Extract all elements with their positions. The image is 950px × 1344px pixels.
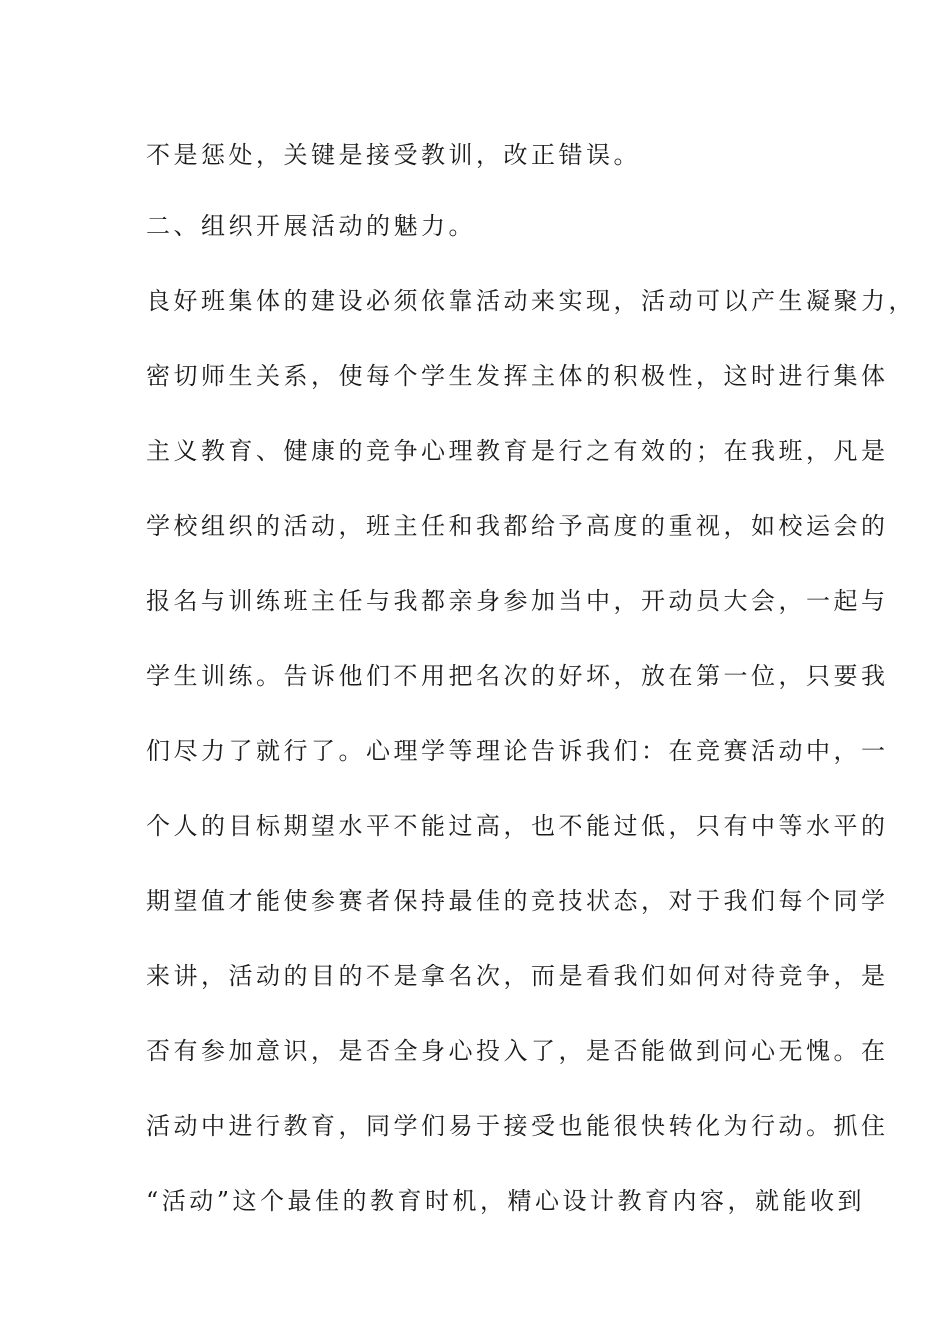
section-heading: 二、组织开展活动的魅力。 bbox=[146, 212, 476, 240]
paragraph-line: 报名与训练班主任与我都亲身参加当中，开动员大会，一起与 bbox=[146, 587, 889, 615]
paragraph-line: 期望值才能使参赛者保持最佳的竞技状态，对于我们每个同学 bbox=[146, 887, 889, 915]
paragraph-line: 主义教育、健康的竞争心理教育是行之有效的；在我班，凡是 bbox=[146, 437, 889, 465]
paragraph-line: 学生训练。告诉他们不用把名次的好坏，放在第一位，只要我 bbox=[146, 662, 889, 690]
paragraph-line: 们尽力了就行了。心理学等理论告诉我们：在竞赛活动中，一 bbox=[146, 737, 889, 765]
paragraph-line: 否有参加意识，是否全身心投入了，是否能做到问心无愧。在 bbox=[146, 1037, 889, 1065]
paragraph-line: 活动中进行教育，同学们易于接受也能很快转化为行动。抓住 bbox=[146, 1112, 889, 1140]
paragraph-line: 个人的目标期望水平不能过高，也不能过低，只有中等水平的 bbox=[146, 812, 889, 840]
paragraph-line: “活动”这个最佳的教育时机，精心设计教育内容，就能收到 bbox=[146, 1187, 866, 1215]
paragraph-line: 不是惩处，关键是接受教训，改正错误。 bbox=[146, 141, 641, 169]
paragraph-line: 密切师生关系，使每个学生发挥主体的积极性，这时进行集体 bbox=[146, 362, 889, 390]
paragraph-line: 学校组织的活动，班主任和我都给予高度的重视，如校运会的 bbox=[146, 512, 889, 540]
paragraph-line: 来讲，活动的目的不是拿名次，而是看我们如何对待竞争，是 bbox=[146, 962, 889, 990]
paragraph-line: 良好班集体的建设必须依靠活动来实现，活动可以产生凝聚力， bbox=[146, 287, 916, 315]
